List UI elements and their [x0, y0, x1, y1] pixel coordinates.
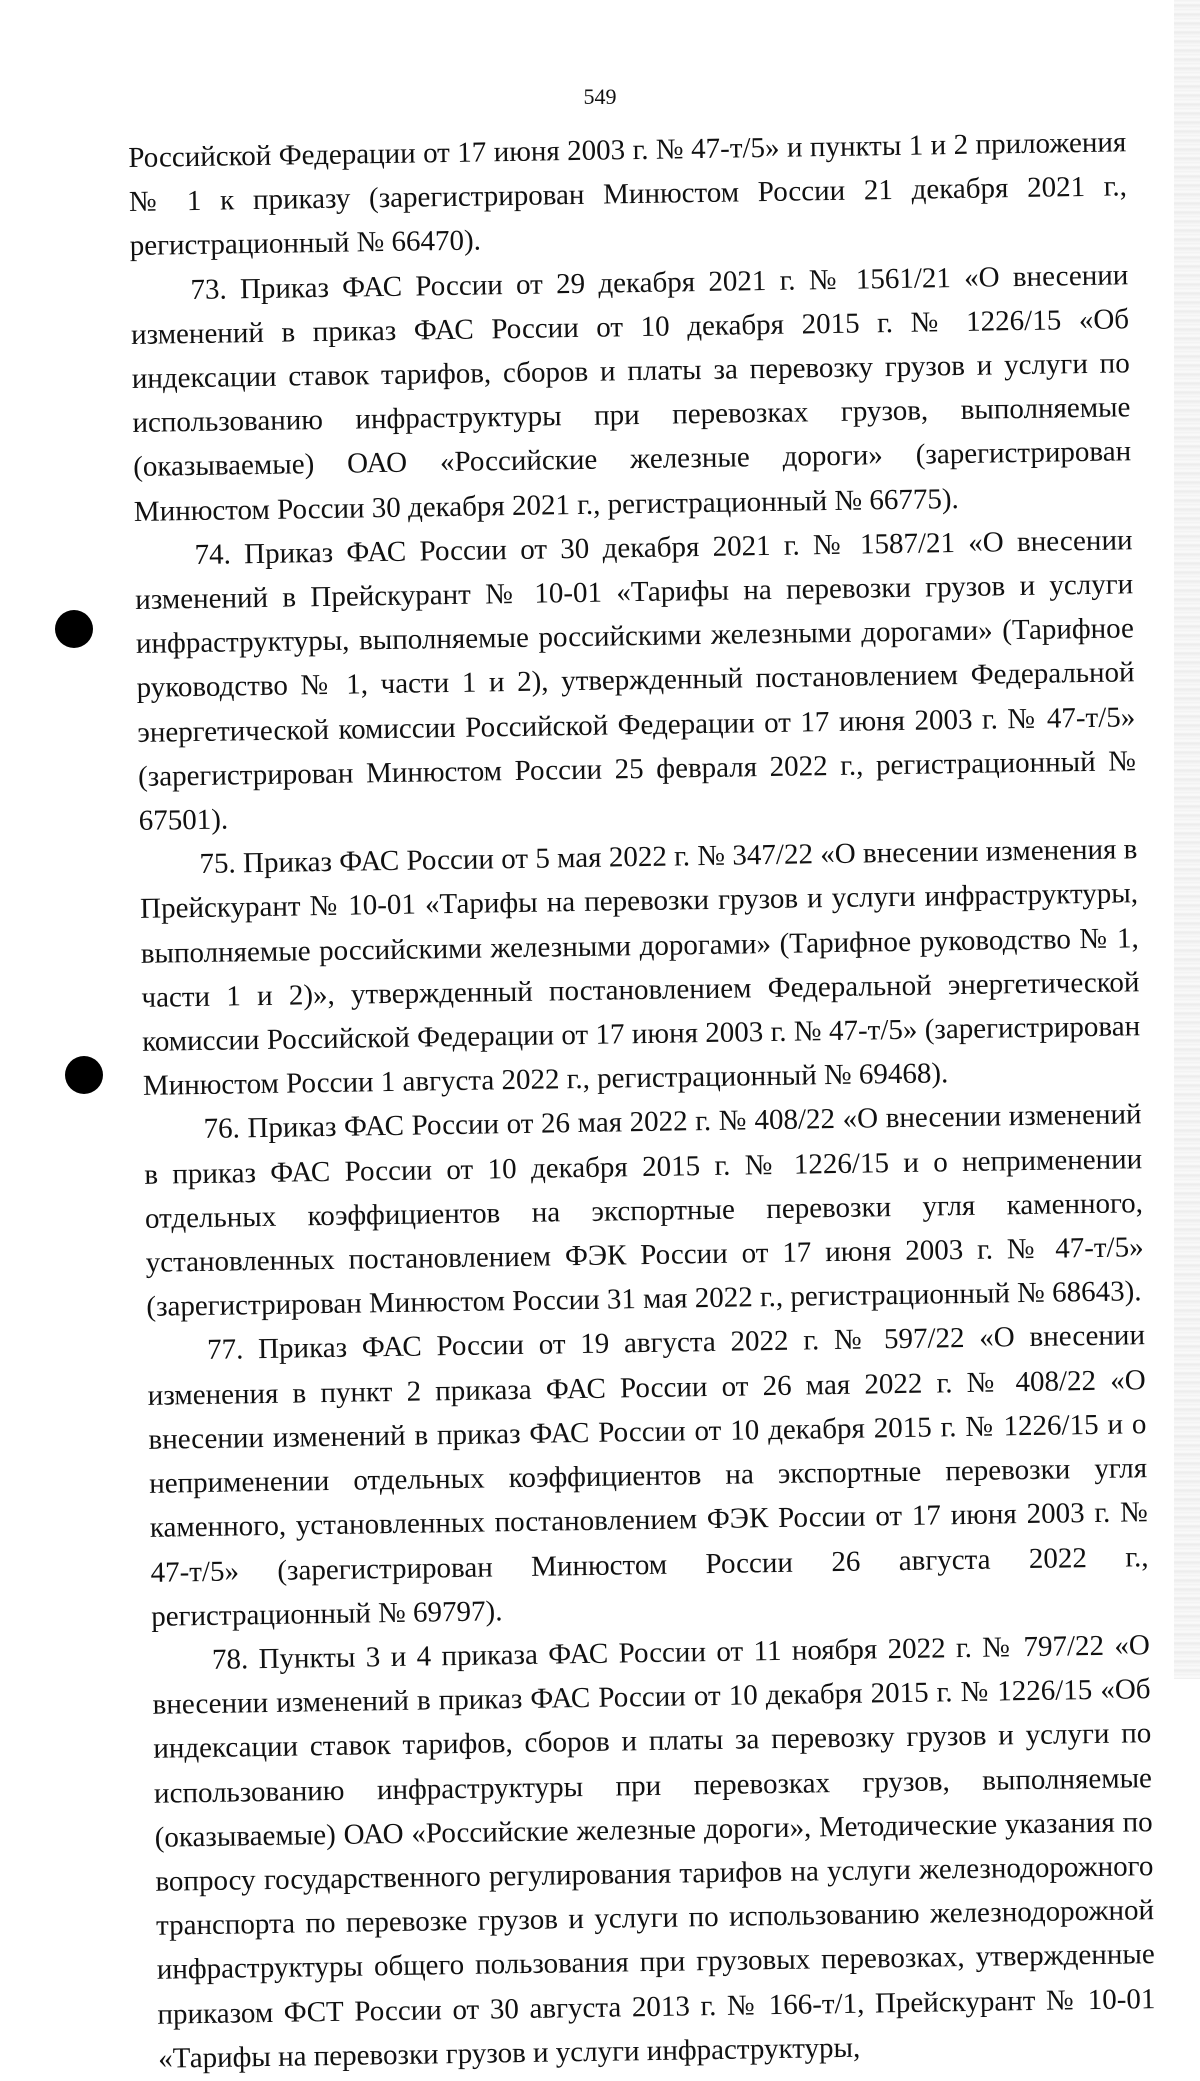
paragraph-continuation: Российской Федерации от 17 июня 2003 г. № 47-т/5» и пункты 1 и 2 приложения № 1 к приказу (зарегистрирован Минюстом России 21 декабря 2021 г., регистрационный № 66470). — [128, 126, 1128, 263]
paragraph-item-78: 78. Пункты 3 и 4 приказа ФАС России от 11 ноября 2022 г. № 797/22 «О внесении изменений в приказ ФАС России от 10 декабря 2015 г. № 1226/15 «Об индексации ставок тарифов, сборов и платы за перевозку грузов и услуги по использованию инфраструктуры при перевозках грузов, выполняемые (оказываемые) ОАО «Российские железные дороги», Методические указания по вопросу государственного регулирования тарифов на услуги железнодорожного транспорта по перевозке грузов и услуги по использованию железнодорожной инфраструктуры общего пользования при грузовых перевозках, утвержденные приказом ФСТ России от 30 августа 2013 г. № 166-т/1, Прейскурант № 10-01 «Тарифы на перевозки грузов и услуги инфраструктуры, — [152, 1629, 1156, 2075]
paragraph-item-77: 77. Приказ ФАС России от 19 августа 2022 г. № 597/22 «О внесении изменения в пункт 2 приказа ФАС России от 26 мая 2022 г. № 408/22 «О внесении изменений в приказ ФАС России от 10 декабря 2015 г. № 1226/15 и о неприменении отдельных коэффициентов на экспортные перевозки угля каменного, установленных постановлением ФЭК России от 17 июня 2003 г. № 47-т/5» (зарегистрирован Минюстом России 26 августа 2022 г., регистрационный № 69797). — [147, 1319, 1149, 1633]
paragraph-item-73: 73. Приказ ФАС России от 29 декабря 2021 г. № 1561/21 «О внесении изменений в приказ ФАС России от 10 декабря 2015 г. № 1226/15 «Об индексации ставок тарифов, сборов и платы за перевозку грузов и услуги по использованию инфраструктуры при перевозках грузов, выполняемые (оказываемые) ОАО «Российские железные дороги» (зарегистрирован Минюстом России 30 декабря 2021 г., регистрационный № 66775). — [130, 258, 1132, 528]
punch-hole-mark — [65, 1056, 103, 1094]
punch-hole-mark — [55, 610, 93, 648]
scan-edge-noise — [1174, 0, 1200, 1679]
paragraph-item-74: 74. Приказ ФАС России от 30 декабря 2021 г. № 1587/21 «О внесении изменений в Прейскурант № 10-01 «Тарифы на перевозки грузов и услуги инфраструктуры, выполняемые российскими железными дорогами» (Тарифное руководство № 1, части 1 и 2), утвержденный постановлением Федеральной энергетической комиссии Российской Федерации от 17 июня 2003 г. № 47-т/5» (зарегистрирован Минюстом России 25 февраля 2022 г., регистрационный № 67501). — [135, 524, 1137, 837]
paragraph-item-75: 75. Приказ ФАС России от 5 мая 2022 г. № 347/22 «О внесении изменения в Прейскурант № 10-01 «Тарифы на перевозки грузов и услуги инфраструктуры, выполняемые российскими железными дорогами» (Тарифное руководство № 1, части 1 и 2)», утвержденный постановлением Федеральной энергетической комиссии Российской Федерации от 17 июня 2003 г. № 47-т/5» (зарегистрирован Минюстом России 1 августа 2022 г., регистрационный № 69468). — [139, 833, 1141, 1103]
page-number: 549 — [583, 84, 617, 109]
paragraph-item-76: 76. Приказ ФАС России от 26 мая 2022 г. № 408/22 «О внесении изменений в приказ ФАС России от 10 декабря 2015 г. № 1226/15 и о неприменении отдельных коэффициентов на экспортные перевозки угля каменного, установленных постановлением ФЭК России от 17 июня 2003 г. № 47-т/5» (зарегистрирован Минюстом России 31 мая 2022 г., регистрационный № 68643). — [144, 1098, 1144, 1324]
document-body — [128, 120, 1156, 2080]
